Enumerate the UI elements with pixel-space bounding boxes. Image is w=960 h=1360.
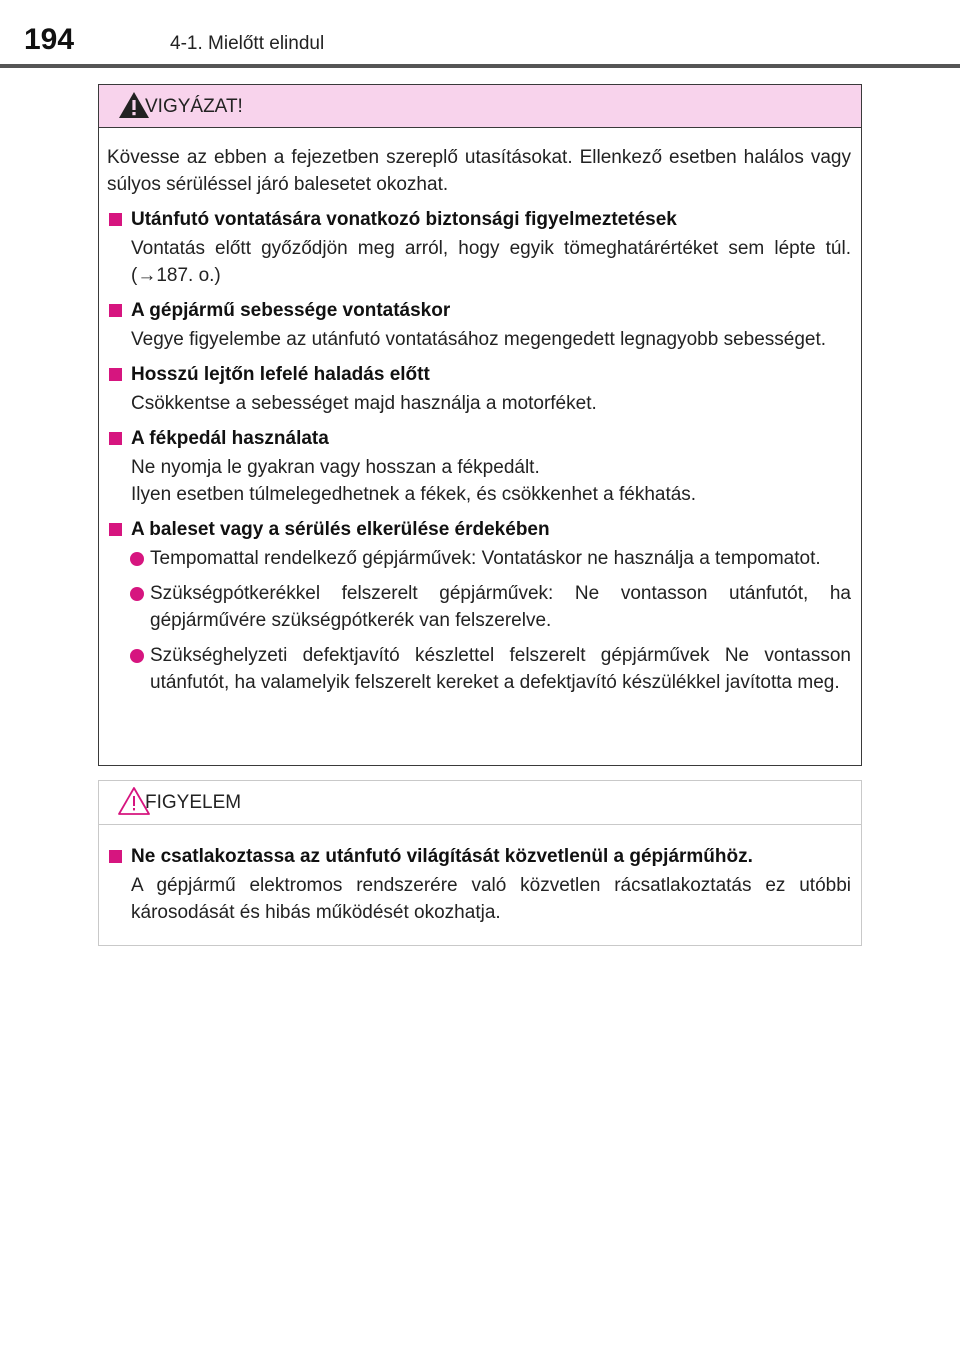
notice-box-header — [99, 781, 861, 825]
page-header — [0, 0, 960, 68]
warning-sub-item — [107, 642, 851, 696]
warning-item-body-line: Ne nyomja le gyakran vagy hosszan a fékpedált. — [131, 457, 540, 478]
section-title: 4-1. Mielőtt elindul — [170, 33, 325, 54]
warning-item-title-text: Hosszú lejtőn lefelé haladás előtt — [131, 364, 430, 385]
warning-sub-item-text: Tempomattal rendelkező gépjárművek: Vontatáskor ne használja a tempomatot. — [150, 548, 821, 569]
warning-box — [98, 84, 862, 766]
square-bullet-icon — [109, 850, 122, 863]
square-bullet-icon — [109, 304, 122, 317]
warning-intro: Kövesse az ebben a fejezetben szereplő utasításokat. Ellenkező esetben halálos vagy súlyos sérüléssel járó balesetet okozhat. — [107, 147, 851, 195]
warning-item-title — [107, 297, 851, 324]
warning-item — [107, 516, 851, 696]
circle-bullet-icon — [130, 552, 144, 566]
warning-sub-item — [107, 545, 851, 572]
warning-item — [107, 425, 851, 508]
warning-sub-item-text: Szükségpótkerékkel felszerelt gépjárművek: Ne vontasson utánfutót, ha gépjárművére szükségpótkerék van felszerelve. — [150, 583, 851, 631]
notice-item-body: A gépjármű elektromos rendszerére való közvetlen rácsatlakoztatás ez utóbbi károsodását és hibás működését okozhatja. — [131, 875, 851, 923]
warning-item — [107, 297, 851, 353]
warning-sub-item — [107, 580, 851, 634]
square-bullet-icon — [109, 368, 122, 381]
warning-label: VIGYÁZAT! — [145, 96, 243, 117]
warning-item-title-text: A fékpedál használata — [131, 428, 329, 449]
page-number: 194 — [24, 23, 75, 56]
notice-box-body — [99, 825, 861, 926]
square-bullet-icon — [109, 432, 122, 445]
circle-bullet-icon — [130, 587, 144, 601]
warning-box-header — [99, 85, 861, 128]
notice-item — [107, 843, 851, 926]
warning-item-body: Vontatás előtt győződjön meg arról, hogy egyik tömeghatárértéket sem lépte túl. (→187. o.) — [131, 238, 851, 286]
warning-item-title-text: Utánfutó vontatására vonatkozó biztonsági figyelmeztetések — [131, 209, 677, 230]
warning-sub-item-text: Szükséghelyzeti defektjavító készlettel felszerelt gépjárművek Ne vontasson utánfutót, ha valamelyik felszerelt kereket a defektjavító készülékkel javította meg. — [150, 645, 851, 693]
warning-item-body: Vegye figyelembe az utánfutó vontatásához megengedett legnagyobb sebességet. — [131, 329, 827, 350]
notice-item-title — [107, 843, 851, 870]
warning-item-title — [107, 361, 851, 388]
warning-item-body: Csökkentse a sebességet majd használja a motorféket. — [131, 393, 597, 414]
warning-item-title — [107, 206, 851, 233]
warning-item-title-text: A baleset vagy a sérülés elkerülése érdekében — [131, 519, 550, 540]
square-bullet-icon — [109, 523, 122, 536]
notice-item-title-text: Ne csatlakoztassa az utánfutó világítását közvetlenül a gépjárműhöz. — [131, 846, 753, 867]
circle-bullet-icon — [130, 649, 144, 663]
square-bullet-icon — [109, 213, 122, 226]
warning-box-body — [99, 128, 861, 696]
warning-item-title-text: A gépjármű sebessége vontatáskor — [131, 300, 451, 321]
warning-item-title — [107, 425, 851, 452]
warning-item-body-line: Ilyen esetben túlmelegedhetnek a fékek, és csökkenhet a fékhatás. — [131, 484, 697, 505]
warning-item-body — [107, 454, 851, 508]
notice-box — [98, 780, 862, 946]
warning-item — [107, 206, 851, 289]
notice-label: FIGYELEM — [145, 792, 242, 813]
header-rule — [0, 64, 960, 68]
warning-item-title — [107, 516, 851, 543]
warning-item — [107, 361, 851, 417]
